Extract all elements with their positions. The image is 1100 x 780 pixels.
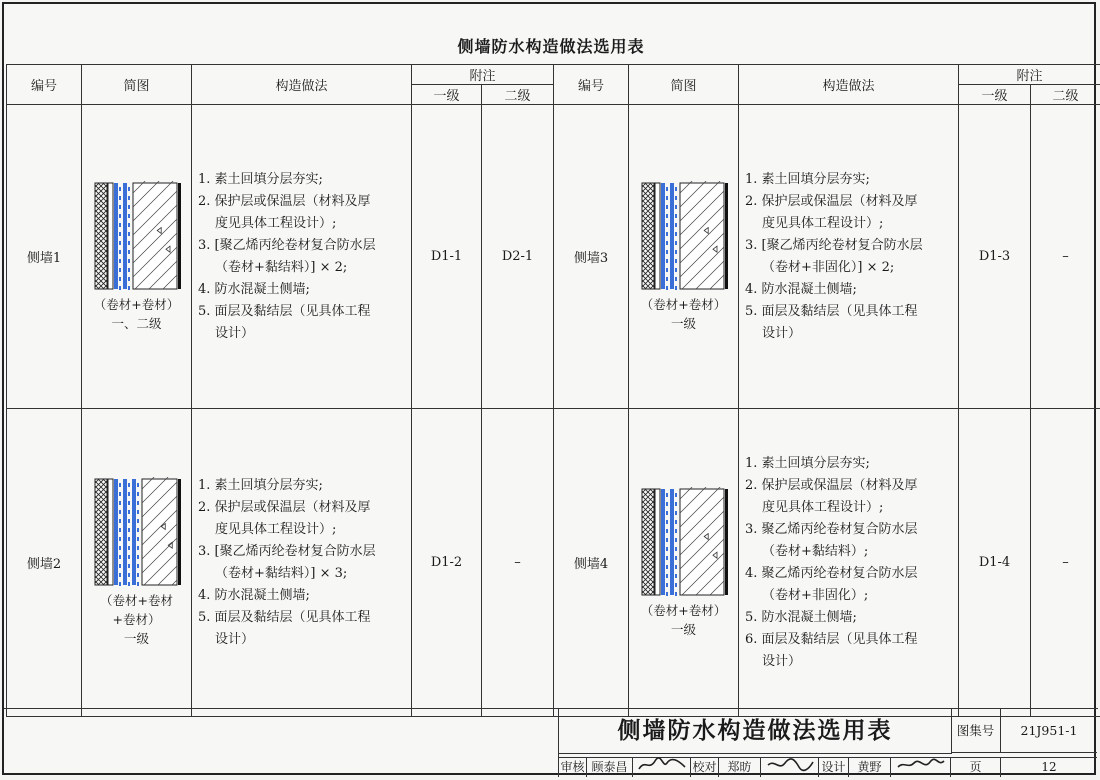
- header-diagram-right: 简图: [629, 65, 739, 105]
- method-step: 5. 面层及黏结层（见具体工程: [198, 607, 411, 629]
- bonding-dash: [666, 538, 668, 542]
- bonding-dash: [666, 268, 668, 272]
- bonding-dash: [137, 564, 139, 568]
- level1-code: D1-3: [959, 105, 1031, 409]
- bonding-dash: [666, 241, 668, 245]
- bonding-dash: [119, 501, 121, 505]
- caption-line: 一、二级: [82, 314, 191, 333]
- finish-layer: [725, 489, 728, 595]
- construction-method: [192, 409, 412, 717]
- wall-section-svg: [638, 181, 730, 291]
- bonding-dash: [128, 564, 130, 568]
- signature-mark: [637, 757, 687, 773]
- protection-layer: [108, 479, 113, 585]
- level1-code: D1-2: [412, 409, 482, 717]
- bonding-dash: [675, 205, 677, 209]
- section-diagram: [82, 409, 192, 717]
- header-diagram-left: 简图: [82, 65, 192, 105]
- design-label: 设计: [819, 757, 849, 777]
- table-row: [7, 409, 1100, 717]
- method-step-cont: （卷材+黏结料）] × 2;: [198, 257, 411, 279]
- bonding-dash: [675, 502, 677, 506]
- bonding-dash: [128, 546, 130, 550]
- method-step: 5. 面层及黏结层（见具体工程: [198, 301, 411, 323]
- bonding-dash: [128, 214, 130, 218]
- wall-section-svg: [638, 487, 730, 597]
- bonding-dash: [675, 574, 677, 578]
- page-label: 页: [951, 757, 1001, 777]
- bonding-dash: [137, 573, 139, 577]
- check-label: 校对: [691, 757, 719, 777]
- bonding-dash: [675, 565, 677, 569]
- bonding-dash: [128, 528, 130, 532]
- level2-code: –: [1031, 105, 1100, 409]
- soil-backfill-layer: [95, 479, 107, 585]
- bonding-dash: [128, 187, 130, 191]
- bonding-dash: [119, 187, 121, 191]
- bonding-dash: [666, 511, 668, 515]
- bonding-dash: [119, 205, 121, 209]
- wall-section-svg: [91, 181, 183, 291]
- bonding-dash: [137, 519, 139, 523]
- section-diagram: [629, 409, 739, 717]
- method-step: 1. 素土回填分层夯实;: [198, 475, 411, 497]
- bonding-dash: [128, 537, 130, 541]
- bonding-dash: [128, 277, 130, 281]
- caption-line: 一级: [629, 314, 738, 333]
- bonding-dash: [137, 546, 139, 550]
- bonding-dash: [119, 250, 121, 254]
- method-step: 4. 防水混凝土侧墙;: [198, 279, 411, 301]
- bonding-dash: [128, 501, 130, 505]
- bonding-dash: [119, 555, 121, 559]
- method-step: 4. 聚乙烯丙纶卷材复合防水层: [745, 563, 958, 585]
- method-step: 2. 保护层或保温层（材料及厚: [745, 475, 958, 497]
- title-block-title: 侧墙防水构造做法选用表: [559, 709, 952, 754]
- drawing-sheet: [2, 2, 1096, 775]
- method-step: 3. [聚乙烯丙纶卷材复合防水层: [198, 235, 411, 257]
- bonding-dash: [119, 286, 121, 290]
- diagram-caption: [82, 295, 191, 333]
- level2-code: D2-1: [482, 105, 554, 409]
- selection-table: [6, 64, 1100, 717]
- bonding-dash: [119, 546, 121, 550]
- membrane-layer: [114, 183, 118, 289]
- method-step-cont: 度见具体工程设计）;: [745, 497, 958, 519]
- caption-line: 一级: [82, 629, 191, 648]
- row-id: 侧墙3: [554, 105, 629, 409]
- membrane-layer: [114, 479, 118, 585]
- bonding-dash: [119, 268, 121, 272]
- signature-mark: [896, 757, 946, 773]
- bonding-dash: [666, 574, 668, 578]
- caption-line: （卷材+卷材: [82, 591, 191, 610]
- designer-signature: [891, 757, 951, 777]
- soil-backfill-layer: [642, 489, 654, 595]
- bonding-dash: [666, 232, 668, 236]
- caption-line: +卷材）: [82, 610, 191, 629]
- bonding-dash: [119, 223, 121, 227]
- bonding-dash: [675, 583, 677, 587]
- bonding-dash: [119, 537, 121, 541]
- bonding-dash: [137, 537, 139, 541]
- wall-section-svg: [91, 477, 183, 587]
- bonding-dash: [675, 268, 677, 272]
- bonding-dash: [666, 592, 668, 596]
- bonding-dash: [675, 520, 677, 524]
- bonding-dash: [128, 582, 130, 586]
- bonding-dash: [666, 583, 668, 587]
- bonding-dash: [119, 528, 121, 532]
- bonding-dash: [675, 259, 677, 263]
- level2-code: –: [1031, 409, 1100, 717]
- bonding-dash: [128, 555, 130, 559]
- diagram-caption: [629, 601, 738, 639]
- page-title: 侧墙防水构造做法选用表: [4, 34, 1098, 57]
- bonding-dash: [666, 196, 668, 200]
- bonding-dash: [675, 196, 677, 200]
- atlas-label: 图集号: [951, 709, 1001, 753]
- bonding-dash: [119, 196, 121, 200]
- header-level2-right: 二级: [1031, 85, 1100, 105]
- bonding-dash: [666, 223, 668, 227]
- bonding-dash: [666, 520, 668, 524]
- caption-line: 一级: [629, 620, 738, 639]
- bonding-dash: [119, 259, 121, 263]
- header-level2-left: 二级: [482, 85, 554, 105]
- bonding-dash: [666, 529, 668, 533]
- header-number-right: 编号: [554, 65, 629, 105]
- designer-name: 黄野: [849, 757, 891, 777]
- membrane-layer: [670, 489, 674, 595]
- bonding-dash: [137, 492, 139, 496]
- bonding-dash: [666, 556, 668, 560]
- finish-layer: [178, 183, 181, 289]
- bonding-dash: [128, 286, 130, 290]
- bonding-dash: [119, 232, 121, 236]
- bonding-dash: [666, 565, 668, 569]
- review-label: 审核: [559, 757, 587, 777]
- bonding-dash: [128, 573, 130, 577]
- bonding-dash: [675, 214, 677, 218]
- bonding-dash: [128, 519, 130, 523]
- signature-mark: [765, 757, 815, 773]
- method-step: 5. 面层及黏结层（见具体工程: [745, 301, 958, 323]
- section-diagram: [629, 105, 739, 409]
- method-step-cont: 度见具体工程设计）;: [198, 519, 411, 541]
- bonding-dash: [128, 205, 130, 209]
- method-step: 5. 防水混凝土侧墙;: [745, 607, 958, 629]
- protection-layer: [108, 183, 113, 289]
- bonding-dash: [119, 573, 121, 577]
- bonding-dash: [128, 232, 130, 236]
- membrane-layer: [132, 479, 136, 585]
- bonding-dash: [666, 277, 668, 281]
- checker-signature: [761, 757, 819, 777]
- bonding-dash: [128, 259, 130, 263]
- bonding-dash: [675, 556, 677, 560]
- membrane-layer: [123, 183, 127, 289]
- bonding-dash: [675, 547, 677, 551]
- caption-line: （卷材+卷材）: [82, 295, 191, 314]
- method-step-cont: 度见具体工程设计）;: [745, 213, 958, 235]
- header-number-left: 编号: [7, 65, 82, 105]
- bonding-dash: [675, 592, 677, 596]
- method-step: 6. 面层及黏结层（见具体工程: [745, 629, 958, 651]
- atlas-number: 21J951-1: [1001, 709, 1097, 753]
- bonding-dash: [675, 511, 677, 515]
- diagram-caption: [82, 591, 191, 648]
- bonding-dash: [128, 483, 130, 487]
- bonding-dash: [137, 501, 139, 505]
- bonding-dash: [675, 493, 677, 497]
- protection-layer: [655, 183, 660, 289]
- header-note-left: 附注: [412, 65, 554, 85]
- bonding-dash: [119, 492, 121, 496]
- bonding-dash: [666, 205, 668, 209]
- bonding-dash: [666, 502, 668, 506]
- header-method-right: 构造做法: [739, 65, 959, 105]
- bonding-dash: [119, 483, 121, 487]
- level1-code: D1-1: [412, 105, 482, 409]
- bonding-dash: [128, 196, 130, 200]
- layer-diagram: [629, 487, 738, 597]
- finish-layer: [725, 183, 728, 289]
- method-step-cont: （卷材+黏结料）] × 3;: [198, 563, 411, 585]
- bonding-dash: [675, 223, 677, 227]
- membrane-layer: [123, 479, 127, 585]
- method-step: 3. 聚乙烯丙纶卷材复合防水层: [745, 519, 958, 541]
- method-step-cont: 设计）: [198, 629, 411, 651]
- bonding-dash: [675, 286, 677, 290]
- header-method-left: 构造做法: [192, 65, 412, 105]
- bonding-dash: [666, 214, 668, 218]
- method-step-cont: 度见具体工程设计）;: [198, 213, 411, 235]
- bonding-dash: [675, 250, 677, 254]
- protection-layer: [655, 489, 660, 595]
- method-step: 4. 防水混凝土侧墙;: [745, 279, 958, 301]
- caption-line: （卷材+卷材）: [629, 601, 738, 620]
- method-step: 2. 保护层或保温层（材料及厚: [745, 191, 958, 213]
- bonding-dash: [128, 510, 130, 514]
- bonding-dash: [675, 277, 677, 281]
- layer-diagram: [82, 477, 191, 587]
- bonding-dash: [666, 286, 668, 290]
- bonding-dash: [119, 277, 121, 281]
- bonding-dash: [119, 582, 121, 586]
- bonding-dash: [128, 223, 130, 227]
- bonding-dash: [119, 519, 121, 523]
- method-step-cont: 设计）: [745, 323, 958, 345]
- construction-method: [192, 105, 412, 409]
- level2-code: –: [482, 409, 554, 717]
- method-step-cont: 设计）: [198, 323, 411, 345]
- method-step: 2. 保护层或保温层（材料及厚: [198, 191, 411, 213]
- method-step-cont: （卷材+非固化）;: [745, 585, 958, 607]
- caption-line: （卷材+卷材）: [629, 295, 738, 314]
- membrane-layer: [661, 183, 665, 289]
- bonding-dash: [137, 528, 139, 532]
- bonding-dash: [128, 268, 130, 272]
- bonding-dash: [119, 214, 121, 218]
- method-step-cont: 设计）: [745, 651, 958, 673]
- level1-code: D1-4: [959, 409, 1031, 717]
- table-row: [7, 105, 1100, 409]
- bonding-dash: [675, 529, 677, 533]
- method-step: 2. 保护层或保温层（材料及厚: [198, 497, 411, 519]
- method-step: 1. 素土回填分层夯实;: [198, 169, 411, 191]
- row-id: 侧墙2: [7, 409, 82, 717]
- bonding-dash: [137, 555, 139, 559]
- bonding-dash: [666, 493, 668, 497]
- bonding-dash: [119, 510, 121, 514]
- method-step: 3. [聚乙烯丙纶卷材复合防水层: [745, 235, 958, 257]
- bonding-dash: [675, 232, 677, 236]
- header-note-right: 附注: [959, 65, 1100, 85]
- header-level1-right: 一级: [959, 85, 1031, 105]
- section-diagram: [82, 105, 192, 409]
- finish-layer: [178, 479, 181, 585]
- soil-backfill-layer: [642, 183, 654, 289]
- bonding-dash: [675, 187, 677, 191]
- bonding-dash: [675, 538, 677, 542]
- soil-backfill-layer: [95, 183, 107, 289]
- method-step: 1. 素土回填分层夯实;: [745, 169, 958, 191]
- method-step-cont: （卷材+黏结料）;: [745, 541, 958, 563]
- method-step-cont: （卷材+非固化）] × 2;: [745, 257, 958, 279]
- bonding-dash: [666, 187, 668, 191]
- method-step: 1. 素土回填分层夯实;: [745, 453, 958, 475]
- row-id: 侧墙4: [554, 409, 629, 717]
- checker-name: 郑昉: [719, 757, 761, 777]
- construction-method: [739, 105, 959, 409]
- method-step: 4. 防水混凝土侧墙;: [198, 585, 411, 607]
- bonding-dash: [666, 259, 668, 263]
- reviewer-signature: [633, 757, 691, 777]
- bonding-dash: [675, 241, 677, 245]
- page-number: 12: [1001, 757, 1097, 777]
- membrane-layer: [670, 183, 674, 289]
- bonding-dash: [119, 564, 121, 568]
- bonding-dash: [128, 241, 130, 245]
- bonding-dash: [119, 241, 121, 245]
- row-id: 侧墙1: [7, 105, 82, 409]
- bonding-dash: [137, 483, 139, 487]
- bonding-dash: [137, 582, 139, 586]
- layer-diagram: [82, 181, 191, 291]
- bonding-dash: [128, 250, 130, 254]
- title-block: [558, 709, 1097, 777]
- bonding-dash: [666, 547, 668, 551]
- bonding-dash: [137, 510, 139, 514]
- membrane-layer: [661, 489, 665, 595]
- bonding-dash: [128, 492, 130, 496]
- construction-method: [739, 409, 959, 717]
- reviewer-name: 顾泰昌: [587, 757, 633, 777]
- diagram-caption: [629, 295, 738, 333]
- method-step: 3. [聚乙烯丙纶卷材复合防水层: [198, 541, 411, 563]
- layer-diagram: [629, 181, 738, 291]
- bonding-dash: [666, 250, 668, 254]
- header-level1-left: 一级: [412, 85, 482, 105]
